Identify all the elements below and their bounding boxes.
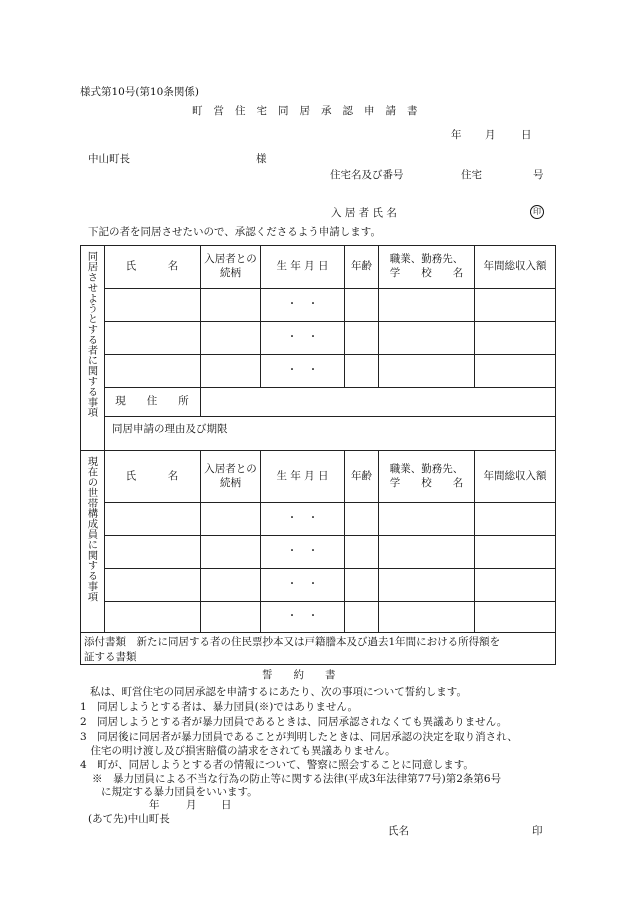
housing-label: 住宅名及び番号 [330, 169, 404, 181]
col-header-relation: 入居者との続柄 [204, 253, 257, 279]
pledge-item: 3 同居後に同居者が暴力団員であることが判明したときは、同居承認の決定を取り消され、 [80, 731, 518, 743]
pledge-date-month: 月 [186, 799, 197, 811]
col-header-job-line2: 学 校 名 [389, 266, 464, 279]
col-header-income: 年間総収入額 [483, 259, 547, 272]
pledge-item: 住宅の明け渡し及び損害賠償の請求をされても異議ありません。 [80, 745, 396, 757]
col-header-job-line1: 職業、勤務先、 [389, 253, 464, 266]
current-address-label: 現 住 所 [115, 395, 189, 408]
addressee-name: 中山町長 [88, 153, 130, 165]
pledge-item: 2 同居しようとする者が暴力団員であるときは、同居承認されなくても異議ありません。 [80, 716, 508, 728]
col-header-age: 年齢 [351, 469, 372, 482]
housing-number-label: 号 [533, 169, 544, 181]
birth-date-dots: ・ ・ [286, 610, 319, 623]
col-header-birth: 生 年 月 日 [276, 259, 329, 272]
resident-seal [530, 205, 544, 219]
attachments-line1: 添付書類 新たに同居する者の住民票抄本又は戸籍謄本及び過去1年間における所得額を [84, 636, 501, 648]
application-table [80, 245, 556, 665]
date-year-label: 年 [451, 129, 462, 141]
pledge-item: 4 町が、同居しようとする者の情報について、警察に照会することに同意します。 [80, 759, 474, 771]
page-title: 町営住宅同居承認申請書 [192, 105, 429, 117]
pledge-intro: 私は、町営住宅の同居承認を申請するにあたり、次の事項について誓約します。 [90, 686, 467, 698]
resident-name-label: 入 居 者 氏 名 [331, 207, 397, 219]
pledge-date-day: 日 [221, 799, 232, 811]
section2-label: 現在の世帯構成員に関する事項 [85, 456, 98, 602]
date-month-label: 月 [485, 129, 496, 141]
birth-date-dots: ・ ・ [286, 364, 319, 377]
birth-date-dots: ・ ・ [286, 331, 319, 344]
housing-unit-label: 住宅 [461, 169, 482, 181]
pledge-title: 誓 約 書 [262, 669, 336, 681]
col-header-job [379, 245, 474, 288]
addressee-honorific: 様 [256, 153, 267, 165]
pledge-note-line2: に規定する暴力団員をいいます。 [101, 786, 258, 798]
birth-date-dots: ・ ・ [286, 578, 319, 591]
birth-date-dots: ・ ・ [286, 298, 319, 311]
col-header-income: 年間総収入額 [483, 469, 547, 482]
col-header-job-line1: 職業、勤務先、 [389, 463, 464, 476]
form-number: 様式第10号(第10条関係) [80, 86, 199, 98]
col-header-birth: 生 年 月 日 [276, 469, 329, 482]
date-day-label: 日 [521, 129, 532, 141]
pledge-item: 1 同居しようとする者は、暴力団員(※)ではありません。 [80, 701, 359, 713]
section1-label: 同居させようとする者に関する事項 [85, 251, 98, 418]
seal-mark: 印 [530, 205, 544, 219]
pledge-seal-label: 印 [532, 825, 543, 837]
attachments-line2: 証する書類 [84, 651, 137, 663]
col-header-name: 氏 名 [125, 469, 179, 482]
pledge-addressee: (あて先)中山町長 [88, 813, 170, 825]
col-header-job-line2: 学 校 名 [389, 476, 464, 489]
pledge-note-line1: ※ 暴力団員による不当な行為の防止等に関する法律(平成3年法律第77号)第2条第6号 [92, 773, 502, 785]
reason-label: 同居申請の理由及び期限 [112, 423, 228, 435]
col-header-job [379, 451, 474, 502]
pledge-name-label: 氏名 [388, 825, 409, 837]
col-header-name: 氏 名 [125, 259, 179, 272]
col-header-relation: 入居者との続柄 [204, 463, 257, 489]
birth-date-dots: ・ ・ [286, 512, 319, 525]
intro-text: 下記の者を同居させたいので、承認くださるよう申請します。 [88, 226, 381, 238]
birth-date-dots: ・ ・ [286, 545, 319, 558]
pledge-date-year: 年 [149, 799, 160, 811]
col-header-age: 年齢 [351, 259, 372, 272]
